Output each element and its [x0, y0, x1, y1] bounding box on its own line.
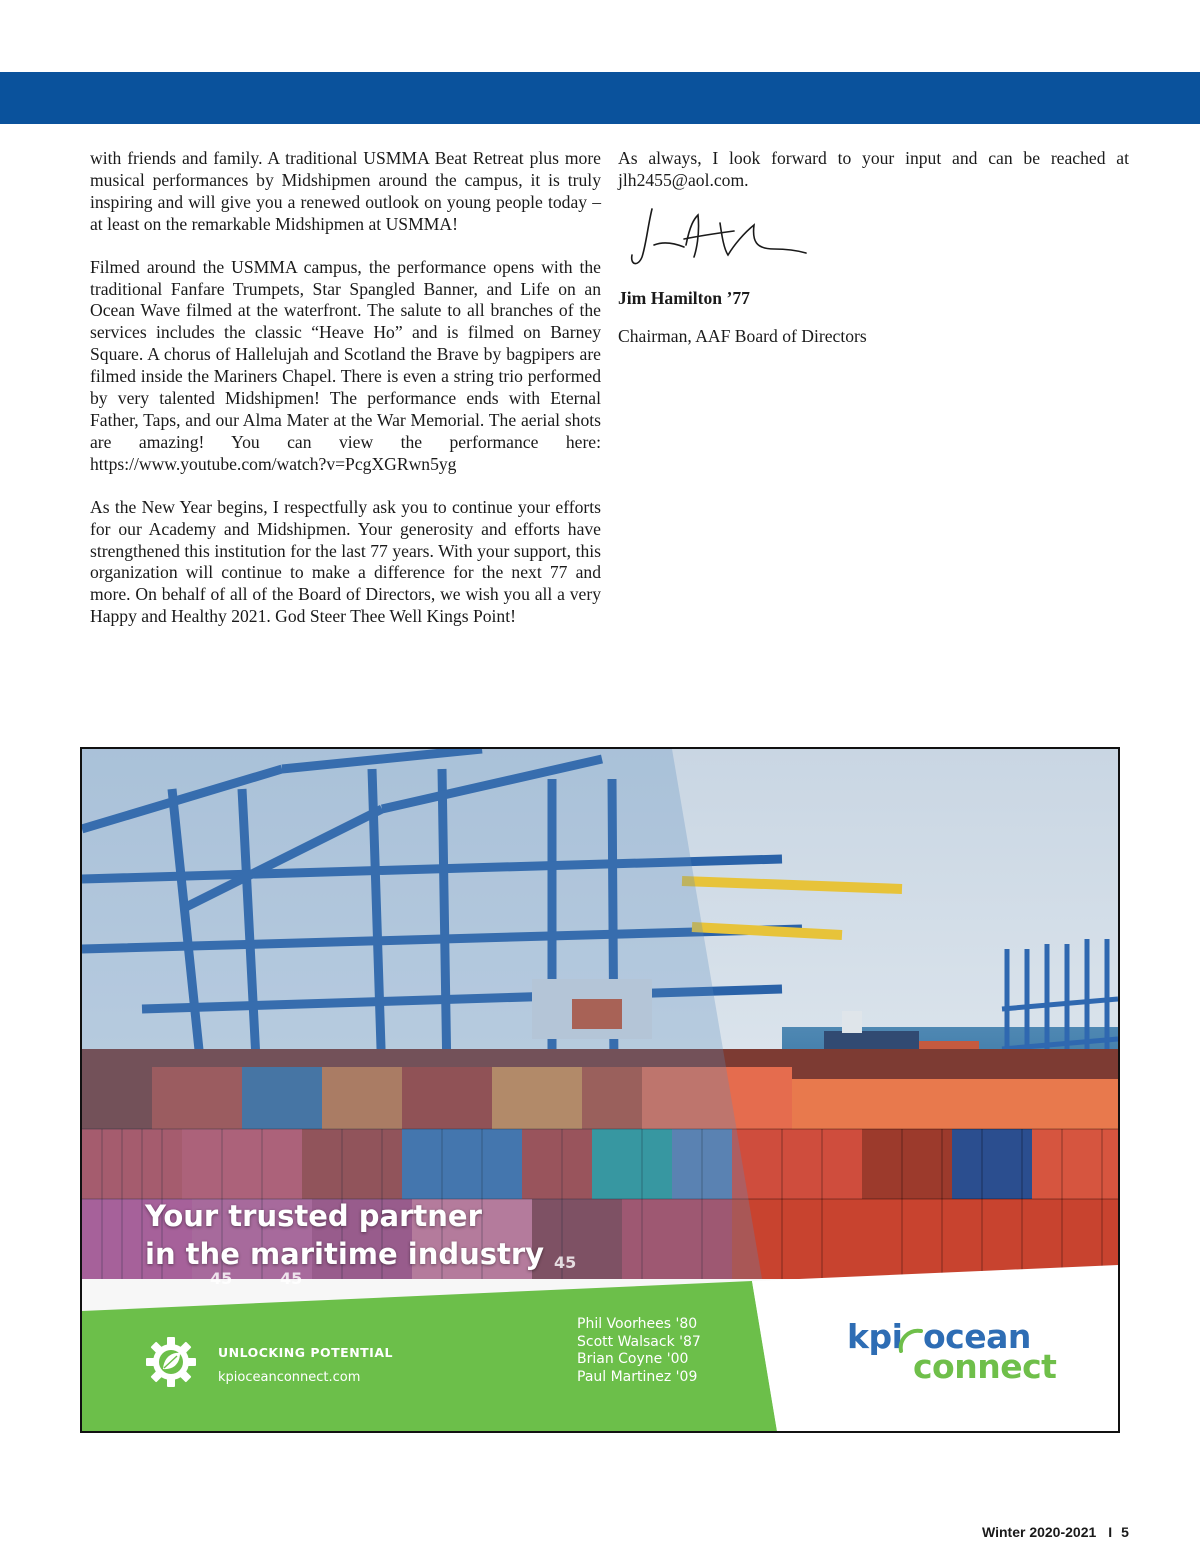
ad-tagline: UNLOCKING POTENTIAL — [218, 1345, 393, 1360]
paragraph: with friends and family. A traditional USMMA Beat Retreat plus more musical performances by Midshipmen around the campus, it is truly inspiring and will give you a renewed outlook on young people today – at least on the remarkable Midshipmen at USMMA! — [90, 148, 601, 234]
footer-separator: I — [1108, 1524, 1113, 1540]
header-band — [0, 72, 1200, 124]
gear-leaf-icon — [144, 1335, 198, 1389]
list-item: Scott Walsack '87 — [577, 1333, 701, 1350]
logo-text-kpi: kpi — [847, 1317, 903, 1356]
page-number: 5 — [1121, 1524, 1129, 1540]
paragraph: Filmed around the USMMA campus, the performance opens with the traditional Fanfare Trumpets, Star Spangled Banner, and Life on an Ocean Wave filmed at the waterfront. The salute to all branches of the services includes the classic “Heave Ho” and is filmed on Barney Square. A chorus of Hallelujah and Scotland the Brave by bagpipers are filmed inside the Mariners Chapel. There is even a string trio performed by very talented Midshipmen! The performance ends with Eternal Father, Taps, and our Alma Mater at the War Memorial. The aerial shots are amazing! You can view the performance here: https://www.youtube.com/watch?v=PcgXGRwn5yg — [90, 256, 601, 474]
closing-paragraph: As always, I look forward to your input and can be reached at jlh2455@aol.com. — [618, 148, 1129, 190]
signature-image — [624, 205, 814, 275]
list-item: Phil Voorhees '80 — [577, 1316, 698, 1332]
ad-people-list — [577, 1316, 701, 1386]
ad-headline-line2: in the maritime industry — [145, 1237, 545, 1271]
article-right-column — [618, 148, 1129, 192]
logo-text-ocean: ocean — [923, 1317, 1031, 1356]
container-label: 45 — [554, 1253, 577, 1272]
list-item: Brian Coyne '00 — [577, 1351, 689, 1368]
page-footer — [982, 1524, 1129, 1540]
logo-text-connect: connect — [913, 1347, 1057, 1386]
ad-headline-line1: Your trusted partner — [145, 1199, 482, 1233]
issue-label: Winter 2020-2021 — [982, 1524, 1097, 1540]
signer-name: Jim Hamilton ’77 — [618, 288, 750, 308]
paragraph: As the New Year begins, I respectfully ask you to continue your efforts for our Academy and Midshipmen. Your generosity and efforts have strengthened this institution for the last 77 years. With your support, this organization will continue to make a difference for the next 77 and more. On behalf of all of the Board of Directors, we wish you all a very Happy and Healthy 2021. God Steer Thee Well Kings Point! — [90, 496, 601, 627]
signer-title: Chairman, AAF Board of Directors — [618, 326, 867, 346]
advertisement[interactable] — [80, 747, 1120, 1433]
ad-url[interactable]: kpioceanconnect.com — [218, 1370, 361, 1385]
list-item: Paul Martinez '09 — [577, 1368, 698, 1385]
container-label: 45 — [210, 1269, 233, 1288]
container-label: 45 — [280, 1269, 303, 1288]
article-left-column — [90, 148, 601, 628]
